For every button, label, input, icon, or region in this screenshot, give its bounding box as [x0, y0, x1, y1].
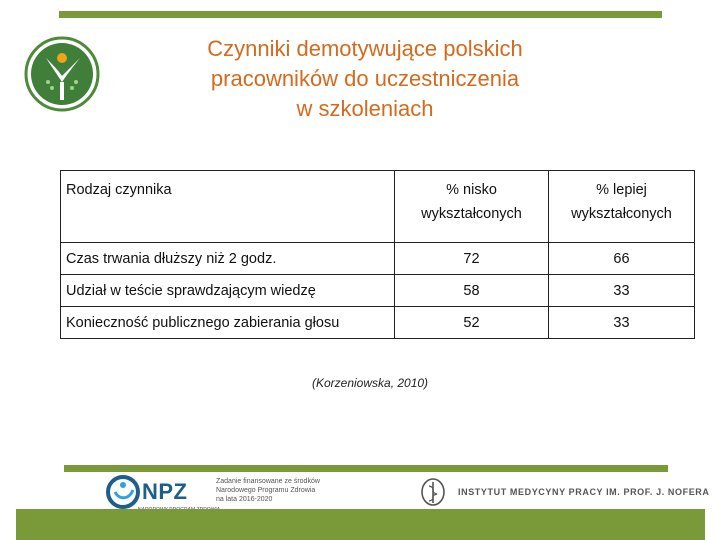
funding-line-2: Narodowego Programu Zdrowia: [216, 487, 316, 494]
row-high-value: 33: [549, 275, 695, 307]
table-row: [61, 243, 695, 275]
row-high-value: 66: [549, 243, 695, 275]
footer-logos: [100, 473, 710, 513]
title-line-3: w szkoleniach: [296, 96, 434, 121]
row-low-value: 58: [395, 275, 549, 307]
header-high-line1: % lepiej: [596, 182, 647, 198]
page-title: [140, 34, 590, 124]
table-header-row: [61, 171, 695, 243]
header-high-line2: wykształconych: [571, 206, 672, 222]
funding-line-3: na lata 2016-2020: [216, 496, 273, 503]
title-line-2: pracowników do uczestniczenia: [210, 66, 520, 91]
imp-institute-name: INSTYTUT MEDYCYNY PRACY IM. PROF. J. NOFERA: [458, 487, 710, 497]
row-factor: Udział w teście sprawdzającym wiedzę: [61, 275, 395, 307]
title-line-1: Czynniki demotywujące polskich: [207, 36, 523, 61]
row-low-value: 52: [395, 307, 549, 339]
table-row: [61, 307, 695, 339]
npz-logo-text: NPZ: [142, 479, 188, 504]
table-row: [61, 275, 695, 307]
row-factor: Konieczność publicznego zabierania głosu: [61, 307, 395, 339]
header-low-educated: [395, 171, 549, 243]
source-citation: (Korzeniowska, 2010): [312, 376, 429, 390]
row-factor: Czas trwania dłuższy niż 2 godz.: [61, 243, 395, 275]
footer-accent-bar: [64, 465, 668, 472]
row-low-value: 72: [395, 243, 549, 275]
organization-logo-icon: [24, 36, 100, 112]
row-high-value: 33: [549, 307, 695, 339]
bottom-accent-band: [16, 509, 705, 540]
header-high-educated: [549, 171, 695, 243]
factors-table: [60, 170, 695, 339]
top-accent-bar: [59, 11, 662, 18]
funding-note: [216, 477, 346, 504]
header-low-line1: % nisko: [446, 182, 497, 198]
header-factor: Rodzaj czynnika: [61, 171, 395, 243]
funding-line-1: Zadanie finansowane ze środków: [216, 478, 320, 485]
header-low-line2: wykształconych: [421, 206, 522, 222]
npz-logo-icon: [106, 475, 140, 509]
imp-emblem-icon: [420, 477, 446, 507]
